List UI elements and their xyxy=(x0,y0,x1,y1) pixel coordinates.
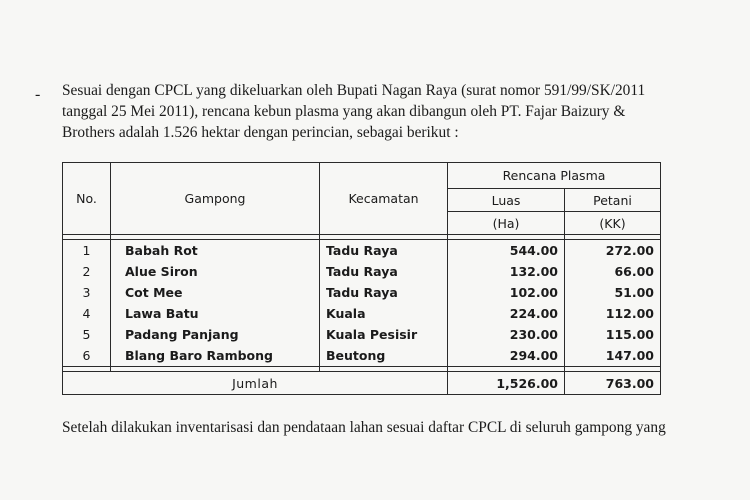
row-gampong: Padang Panjang xyxy=(111,324,320,345)
total-row xyxy=(63,372,661,395)
table-row xyxy=(63,240,661,262)
row-luas: 544.00 xyxy=(448,240,565,262)
intro-paragraph xyxy=(62,80,682,143)
header-gampong: Gampong xyxy=(111,163,320,235)
row-luas: 102.00 xyxy=(448,282,565,303)
row-luas: 294.00 xyxy=(448,345,565,367)
row-petani: 51.00 xyxy=(565,282,661,303)
header-rencana-plasma: Rencana Plasma xyxy=(448,163,661,189)
row-kecamatan: Tadu Raya xyxy=(320,261,448,282)
table-row xyxy=(63,324,661,345)
table-row xyxy=(63,303,661,324)
table-row xyxy=(63,345,661,367)
row-petani: 147.00 xyxy=(565,345,661,367)
row-gampong: Babah Rot xyxy=(111,240,320,262)
row-no: 5 xyxy=(63,324,111,345)
row-gampong: Alue Siron xyxy=(111,261,320,282)
header-petani-unit: (KK) xyxy=(565,212,661,235)
row-gampong: Lawa Batu xyxy=(111,303,320,324)
total-label: Jumlah xyxy=(63,372,448,395)
row-gampong: Cot Mee xyxy=(111,282,320,303)
row-petani: 66.00 xyxy=(565,261,661,282)
row-gampong: Blang Baro Rambong xyxy=(111,345,320,367)
row-kecamatan: Kuala Pesisir xyxy=(320,324,448,345)
row-kecamatan: Kuala xyxy=(320,303,448,324)
row-no: 2 xyxy=(63,261,111,282)
closing-paragraph: Setelah dilakukan inventarisasi dan pendataan lahan sesuai daftar CPCL di seluruh gampong yang xyxy=(62,419,666,436)
row-petani: 272.00 xyxy=(565,240,661,262)
row-no: 6 xyxy=(63,345,111,367)
header-luas-unit: (Ha) xyxy=(448,212,565,235)
row-kecamatan: Tadu Raya xyxy=(320,240,448,262)
header-kecamatan: Kecamatan xyxy=(320,163,448,235)
row-petani: 115.00 xyxy=(565,324,661,345)
row-no: 1 xyxy=(63,240,111,262)
intro-line-2: tanggal 25 Mei 2011), rencana kebun plasma yang akan dibangun oleh PT. Fajar Baizury & xyxy=(62,103,626,120)
intro-line-1: Sesuai dengan CPCL yang dikeluarkan oleh Bupati Nagan Raya (surat nomor 591/99/SK/2011 xyxy=(62,82,646,99)
header-luas: Luas xyxy=(448,189,565,212)
row-no: 4 xyxy=(63,303,111,324)
plasma-plan-table xyxy=(62,162,661,395)
total-petani: 763.00 xyxy=(565,372,661,395)
row-no: 3 xyxy=(63,282,111,303)
table-row xyxy=(63,282,661,303)
total-luas: 1,526.00 xyxy=(448,372,565,395)
row-luas: 230.00 xyxy=(448,324,565,345)
bullet-dash: - xyxy=(35,86,41,103)
header-petani: Petani xyxy=(565,189,661,212)
row-luas: 132.00 xyxy=(448,261,565,282)
header-no: No. xyxy=(63,163,111,235)
row-luas: 224.00 xyxy=(448,303,565,324)
table-row xyxy=(63,261,661,282)
intro-line-3: Brothers adalah 1.526 hektar dengan perincian, sebagai berikut : xyxy=(62,124,459,141)
row-kecamatan: Tadu Raya xyxy=(320,282,448,303)
row-kecamatan: Beutong xyxy=(320,345,448,367)
row-petani: 112.00 xyxy=(565,303,661,324)
